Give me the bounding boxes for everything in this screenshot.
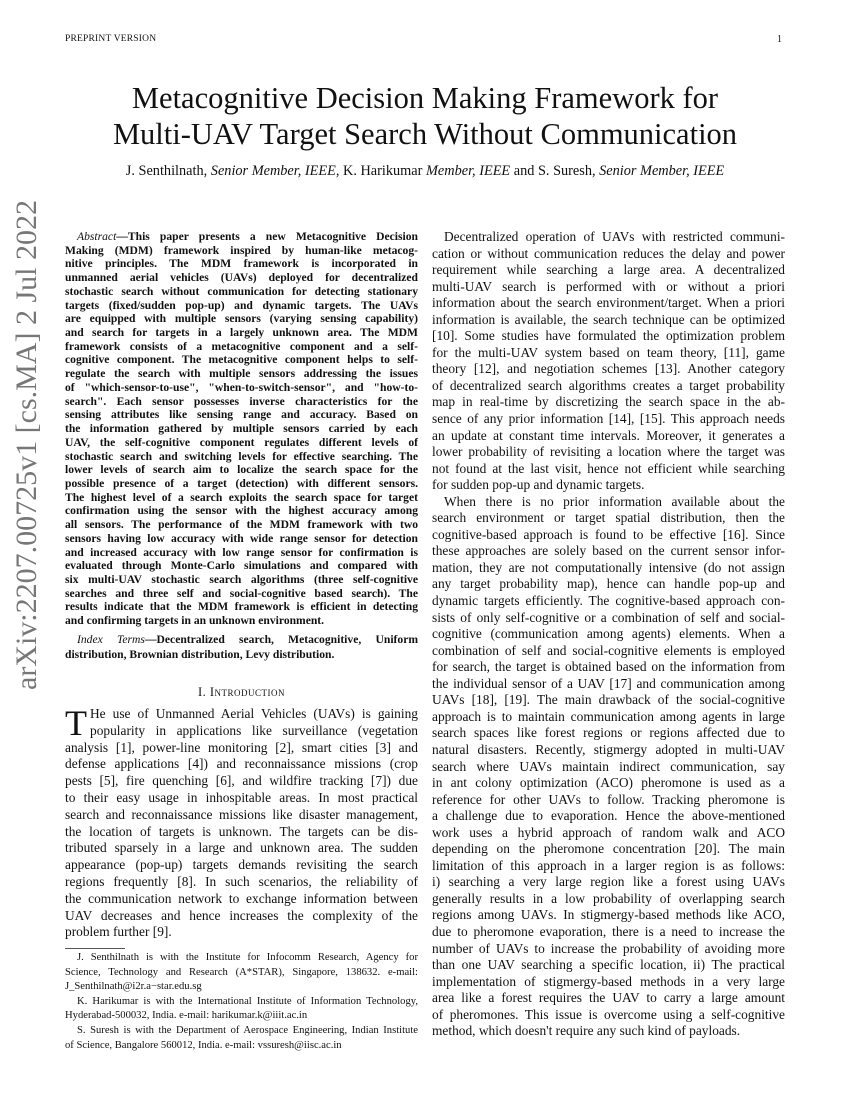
text-line [65,299,418,313]
text-line [65,874,418,891]
text-line [432,924,785,941]
line-text: search". Each sensor possesses inverse characteristics for the [65,394,418,408]
text-line [432,742,785,759]
line-text: S. Suresh is with the Department of Aerospace Engineering, Indian Institute [77,1024,418,1036]
text-line [65,980,418,995]
text-line [432,560,785,577]
line-text: defense applications [4]) and reconnaissance missions (crop [65,756,418,772]
author-name: , K. Harikumar [335,163,423,179]
line-text: and search for targets in a largely unknown area. The MDM [65,326,418,340]
text-line [432,510,785,527]
line-text: sence of any prior information [14], [15]. This approach needs [432,411,785,427]
text-line [65,353,418,367]
line-text: work uses a hybrid approach of random walk and ACO [432,824,785,840]
line-text: any target probability map), hence can handle pop-up and [432,576,785,592]
author-name: and S. Suresh, [513,163,596,179]
text-line [432,676,785,693]
line-text: implementation of stigmergy-based methods in a very large [432,973,785,989]
author-role: Senior Member, IEEE [210,163,336,179]
line-text: Decentralized operation of UAVs with restricted communi- [444,229,785,244]
text-line [65,532,418,546]
line-text: Science, Technology and Research (A*STAR), Singapore, 138632. e-mail: [65,966,418,978]
text-line [432,262,785,279]
text-line [432,808,785,825]
line-text: multi-UAV search is performed with or without a priori [432,278,785,294]
line-text: stochastic search and switching levels for effective searching. The [65,449,418,463]
line-text: lower probability of revisiting a location where the target was [432,444,785,460]
text-line [65,647,418,662]
text-line [432,411,785,428]
introduction-text [65,703,418,941]
line-text: cognitive (communication among agents) elements. When a [432,626,785,642]
text-line [432,361,785,378]
line-text: regions among UAVs. In stigmergy-based methods like ACO, [432,907,785,923]
text-line [65,600,418,614]
text-line [432,394,785,411]
text-line [65,1024,418,1039]
line-text: UAVs [18], [19]. The main drawback of the social-cognitive [432,692,785,708]
line-text: sensing attributes like sensing range and accuracy. Based on [65,408,418,422]
line-text: search and reconnaissance missions like disaster management, [65,806,418,822]
line-text: than one UAV searching a specific location, ii) The practical [432,957,785,973]
running-header: PREPRINT VERSION [65,34,157,44]
text-line [432,428,785,445]
line-text: i) searching a very large region like a forest using UAVs [432,874,785,890]
title-line: Multi-UAV Target Search Without Communication [112,117,738,151]
text-line [432,775,785,792]
line-text: tributed sparsely in a large and unknown area. The sudden [65,840,418,856]
text-line [65,285,418,299]
line-text: searches and three self and social-cognitive based search). The [65,586,418,600]
text-line [432,957,785,974]
text-line [432,792,785,809]
line-text: distribution, Brownian distribution, Levy distribution. [65,648,335,661]
text-line [432,477,785,494]
line-text: —Decentralized search, Metacognitive, Uniform [144,633,419,646]
text-line [432,378,785,395]
line-text: approach is to maintain communication among agents in large [432,708,785,724]
text-line [65,756,418,773]
text-line [432,246,785,263]
text-line [432,576,785,593]
text-line [65,807,418,824]
author-name: J. Senthilnath, [125,163,208,179]
line-text: search spaces like forest regions or regions affected due to [432,725,785,741]
line-text: number of UAVs to increase the probability of avoiding more [432,940,785,956]
text-line [432,279,785,296]
text-line [65,477,418,491]
text-line [432,626,785,643]
line-text: Hyderabad-500032, India. e-mail: harikumar.k@iiit.ac.in [65,1010,308,1022]
text-line [65,924,418,941]
text-line [432,295,785,312]
text-line [65,824,418,841]
text-line [65,367,418,381]
line-text: a challenge due to evaporation. Hence the above-mentioned [432,808,785,824]
text-line [65,587,418,601]
text-line [65,632,418,647]
line-text: cation or without communication reduces the delay and power [432,245,785,261]
text-line [65,491,418,505]
text-line [432,527,785,544]
text-line [65,614,418,628]
line-text: these approaches are solely based on the current sensor infor- [432,543,785,559]
text-line [432,610,785,627]
line-text: the individual sensor of a UAV [17] and communication among [432,675,785,691]
text-line [432,974,785,991]
text-line [65,257,418,271]
text-line [65,271,418,285]
text-line [432,643,785,660]
page-number: 1 [777,34,782,45]
line-text: mation, they are not computationally intensive (do not assign [432,559,785,575]
text-line [432,312,785,329]
line-text: UAV decreases and hence increases the complexity of the [65,907,418,923]
footnote-rule [65,948,125,949]
line-text: J_Senthilnath@i2r.a−star.edu.sg [65,981,202,993]
line-text: due to pheromone evaporation, there is a need to increase the [432,923,785,939]
title-line: Metacognitive Decision Making Framework for [131,81,719,115]
line-text: generally results in a low probability of overlapping search [432,890,785,906]
text-line [65,463,418,477]
line-text: the information gathered by multiple sensors carried by each [65,422,418,436]
text-line [432,759,785,776]
text-line [65,857,418,874]
line-text: reference for other UAVs to follow. Tracking pheromone is [432,791,785,807]
text-line [432,709,785,726]
line-text: stochastic search without communication for detecting stationary [65,284,418,298]
line-text: When there is no prior information available about the [444,493,785,509]
line-text: lower levels of search aim to localize the search space for the [65,463,418,477]
paper-title [40,80,810,152]
text-line [432,1023,785,1040]
arxiv-stamp: arXiv:2207.00725v1 [cs.MA] 2 Jul 2022 [10,200,43,690]
text-line [432,858,785,875]
line-text: results indicate that the MDM framework is efficient in detecting [65,600,418,614]
text-line [65,230,418,244]
line-text: possible presence of a target (detection) with different sensors. [65,476,418,490]
line-text: for search, the target is obtained based on the information from [432,659,785,675]
text-line [432,941,785,958]
line-text: the location of targets is unknown. The targets can be dis- [65,823,418,839]
text-line [65,504,418,518]
line-text: sists of only self-cognitive or a combination of self and social- [432,609,785,625]
text-line [65,840,418,857]
footnotes [65,951,418,1053]
line-text: search environment or target spatial distribution, then the [432,510,785,526]
author-role: Senior Member, IEEE [599,163,725,179]
text-line [65,559,418,573]
text-line [65,1009,418,1024]
text-line [432,659,785,676]
text-line [432,494,785,511]
line-text: K. Harikumar is with the International Institute of Information Technology, [77,995,418,1007]
line-text: cognitive component. The metacognitive component helps to self- [65,353,418,367]
text-line [65,395,418,409]
line-text: all sensors. The performance of the MDM framework with two [65,518,418,532]
section-label: Index Terms [77,633,145,646]
index-terms [65,632,418,662]
text-line [65,546,418,560]
line-text: nitive principles. The MDM framework is incorporated in [65,257,418,271]
line-text: for the multi-UAV system based on team theory, [11], game [432,344,785,360]
text-line [432,725,785,742]
line-text: unmanned aerial vehicles (UAVs) deployed for decentralized [65,271,418,285]
line-text: six multi-UAV stochastic search algorithms (three self-cognitive [65,572,418,586]
text-line [432,444,785,461]
text-line [65,244,418,258]
line-text: regions frequently [8]. In such scenarios, the reliability of [65,873,418,889]
author-role: Member, IEEE [426,163,511,179]
text-line [65,773,418,790]
line-text: requirement while searching a large area. A decentralized [432,262,785,278]
line-text: dynamic targets efficiently. The cognitive-based approach con- [432,593,785,609]
text-line [432,990,785,1007]
line-text: popularity in applications like surveillance (vegetation [90,722,418,738]
text-line [65,706,418,723]
line-text: pests [5], fire quenching [6], and wildfire tracking [7]) due [65,773,418,789]
line-text: regulate the search with multiple sensors addressing the issues [65,367,418,381]
line-text: Making (MDM) framework inspired by human-like metacog- [65,243,418,257]
line-text: evaluated through Monte-Carlo simulations and compared with [65,559,418,573]
line-text: the communication network to exchange information between [65,890,418,906]
line-text: an update at constant time intervals. Moreover, it generates a [432,427,785,443]
line-text: confirmation using the sensor with the highest accuracy among [65,504,418,518]
line-text: of Science, Bangalore 560012, India. e-mail: vssuresh@iisc.ac.in [65,1039,342,1051]
text-line [65,951,418,966]
line-text: not found at the last visit, hence not efficient while searching [432,460,785,476]
text-line [432,1007,785,1024]
line-text: analysis [1], power-line monitoring [2], smart cities [3] and [65,739,418,755]
line-text: He use of Unmanned Aerial Vehicles (UAVs) is gaining [90,706,418,721]
section-heading: I. Introduction [197,685,286,699]
text-line [432,891,785,908]
text-line [432,825,785,842]
line-text: to their easy usage in inhospitable areas. In most practical [65,789,418,805]
line-text: depending on the pheromone concentration [20]. The main [432,841,785,857]
text-line [432,841,785,858]
text-line [432,543,785,560]
text-line [432,692,785,709]
text-line [65,326,418,340]
line-text: search where UAVs maintain indirect communication, say [432,758,785,774]
line-text: in ant colony optimization (ACO) pheromone is used as a [432,775,785,791]
line-text: method, which doesn't require any such kind of payloads. [432,1023,741,1039]
line-text: cognitive-based approach is found to be effective [16]. Since [432,526,785,542]
text-line [432,345,785,362]
line-text: sensors having low accuracy with wide range sensor for detection [65,531,418,545]
text-line [65,408,418,422]
author-list [40,163,810,180]
text-line [432,229,785,246]
text-line [65,790,418,807]
line-text: are equipped with multiple sensors (varying sensing capability) [65,312,418,326]
text-line [432,593,785,610]
text-line [65,381,418,395]
text-line [65,340,418,354]
text-line [65,891,418,908]
line-text: combination of self and social-cognitive elements is employed [432,642,785,658]
text-line [65,573,418,587]
line-text: and increased accuracy with low range sensor for confirmation is [65,545,418,559]
line-text: for sudden pop-up and dynamic targets. [432,477,645,493]
text-line [65,908,418,925]
drop-cap: T [65,703,87,743]
line-text: information is available, the search technique can be optimized [432,311,785,327]
line-text: problem further [9]. [65,924,172,940]
text-line [65,518,418,532]
line-text: UAV, the self-cognitive component regulates different levels of [65,435,418,449]
text-line [65,740,418,757]
text-line [65,995,418,1010]
text-line [65,422,418,436]
text-line [65,723,418,740]
text-line [65,1039,418,1054]
text-line [65,436,418,450]
text-line [65,312,418,326]
line-text: area like a forest requires the UAV to carry a large amount [432,990,785,1006]
text-line [432,874,785,891]
line-text: and confirming targets in an unknown environment. [65,614,325,628]
text-line [65,966,418,981]
line-text: natural disasters. Recently, stigmergy adopted in multi-UAV [432,741,785,757]
line-text: limitation of this approach in a larger region is as follows: [432,857,785,873]
line-text: The highest level of a search exploits the search space for target [65,490,418,504]
text-line [65,450,418,464]
line-text: appearance (pop-up) targets demands revisiting the search [65,857,418,873]
line-text: map in real-time by discretizing the search space in the ab- [432,394,785,410]
line-text: theory [12], and negotiation schemes [13]. Another category [432,361,785,377]
line-text: J. Senthilnath is with the Institute for Infocomm Research, Agency for [77,952,418,963]
line-text: of "which-sensor-to-use", "when-to-switch-sensor", and "how-to- [65,380,418,394]
line-text: [10]. Some studies have formulated the optimization problem [432,328,785,344]
line-text: information about the search environment/target. When a priori [432,295,785,311]
text-line [432,461,785,478]
line-text: of decentralized search algorithms creates a target probability [432,377,785,393]
section-label: Abstract [77,230,117,243]
text-line [432,328,785,345]
abstract [65,230,418,628]
right-column-text [432,229,785,1040]
line-text: targets (fixed/sudden pop-up) and dynamic targets. The UAVs [65,298,418,312]
line-text: of pheromones. This issue is overcome using a self-cognitive [432,1006,785,1022]
line-text: —This paper presents a new Metacognitive Decision [116,230,418,243]
line-text: framework consists of a metacognitive component and a self- [65,339,418,353]
text-line [432,907,785,924]
